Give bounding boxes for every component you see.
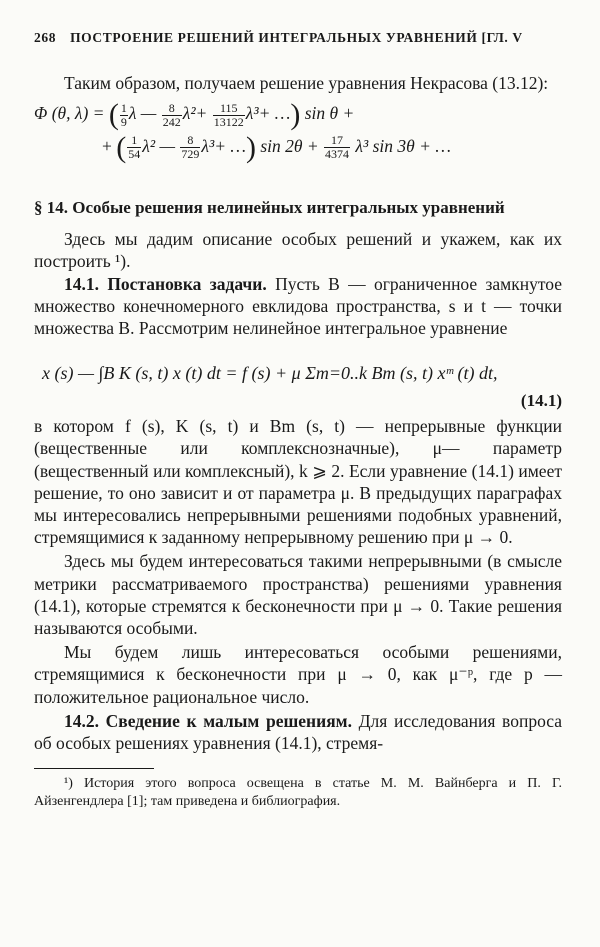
- subsection-heading: 14.2. Сведение к малым решениям.: [64, 710, 352, 731]
- formula-line2-end: λ³ sin 3θ + …: [355, 135, 451, 156]
- formula-line-2: + ( $\frac{1}{54}$ λ² — $\frac{8}{729}$ λ³+ …) sin 2θ + $\frac{17}{4374}$ λ³ sin 3θ + …: [102, 130, 451, 164]
- fraction: $\frac{17}{4374}$: [325, 133, 350, 162]
- fraction: $\frac{1}{54}$: [128, 133, 141, 162]
- subsection-text: Для исследования вопроса об особых решениях уравнения (14.1), стремя-: [34, 710, 562, 754]
- running-header: [34, 30, 562, 46]
- page-number: 268: [34, 30, 57, 45]
- footnote-divider: [34, 768, 154, 769]
- paragraph-1: Здесь мы дадим описание особых решений и укажем, как их построить ¹).: [34, 229, 562, 272]
- fraction: $\frac{8}{242}$: [162, 100, 181, 129]
- paragraph-4: Мы будем лишь интересоваться особыми решениями, стремящимися к бесконечности при μ → 0, как μ⁻ᵖ, где p — положительное рациональное число.: [34, 642, 562, 707]
- formula-line2-mid: sin 2θ +: [260, 135, 324, 156]
- fraction: $\frac{1}{9}$: [120, 100, 127, 129]
- subsection-text: Пусть B — ограниченное замкнутое множество конечномерного евклидова пространства, s и t — точки множества B. Рассмотрим нелинейное интегральное уравнение: [34, 273, 562, 338]
- fraction: $\frac{115}{13122}$: [213, 100, 244, 129]
- section-heading: § 14. Особые решения нелинейных интегральных уравнений: [34, 198, 505, 218]
- formula-line1-end: sin θ +: [304, 103, 355, 124]
- paragraph-2: в котором f (s), K (s, t) и Bm (s, t) — непрерывные функции (вещественные или комплекснозначные), μ— параметр (вещественный или комплексный), k ⩾ 2. Если уравнение (14.1) имеет решение, то оно зависит и от параметра μ. В предыдущих параграфах мы интересовались непрерывными решениями подобных уравнений, стремящимися к заданному непрерывному решению при μ → 0.: [34, 416, 562, 548]
- subsection-heading: 14.1. Постановка задачи.: [64, 273, 267, 294]
- paragraph-3: Здесь мы будем интересоваться такими непрерывными (в смысле метрики рассматриваемого пространства) решениями уравнения (14.1), которые стремятся к бесконечности при μ → 0. Такие решения называются особыми.: [34, 551, 562, 639]
- formula-lhs: Φ (θ, λ) =: [34, 103, 109, 124]
- footnote: ¹) История этого вопроса освещена в статье М. М. Вайнберга и П. Г. Айзенгендлера [1]; там приведена и библиография.: [34, 776, 562, 809]
- subsection-14-1: [34, 273, 562, 340]
- subsection-14-2: [34, 710, 562, 754]
- running-title: ПОСТРОЕНИЕ РЕШЕНИЙ ИНТЕГРАЛЬНЫХ УРАВНЕНИЙ [ГЛ. V: [70, 30, 523, 45]
- integral-equation: x (s) — ∫B K (s, t) x (t) dt = f (s) + μ Σm=0..k Bm (s, t) xᵐ (t) dt,: [42, 363, 498, 384]
- formula-line-1: Φ (θ, λ) = ( $\frac{1}{9}$ λ — $\frac{8}{242}$ λ²+ $\frac{115}{13122}$ λ³+ …) sin θ +: [34, 98, 355, 132]
- equation-number: (14.1): [520, 391, 562, 411]
- fraction: $\frac{8}{729}$: [181, 133, 200, 162]
- intro-paragraph: Таким образом, получаем решение уравнения Некрасова (13.12):: [64, 73, 549, 93]
- book-page: [34, 30, 562, 810]
